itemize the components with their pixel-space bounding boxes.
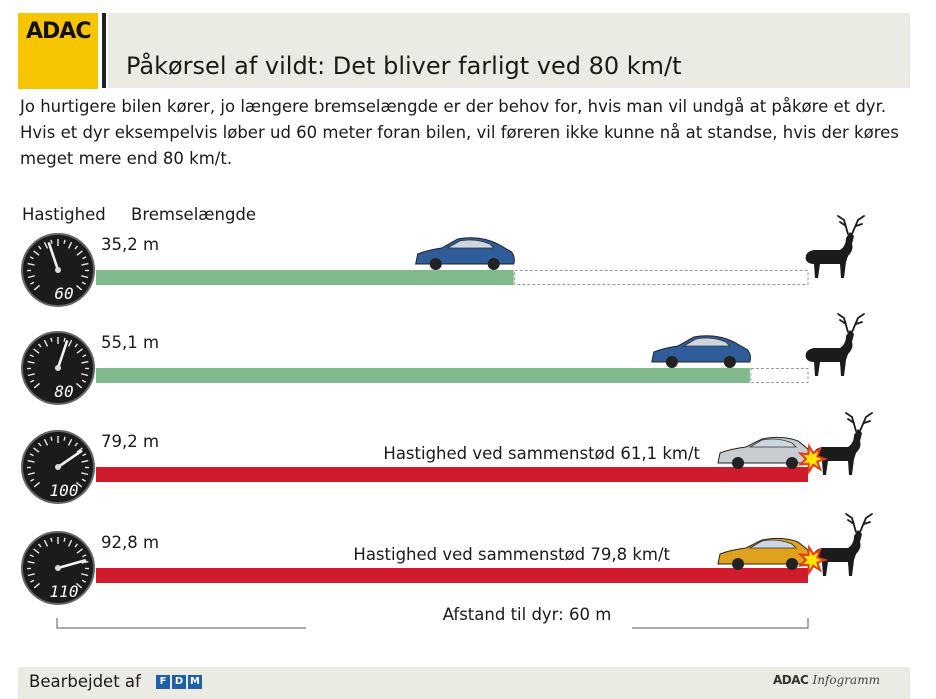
remaining-distance-outline bbox=[751, 369, 808, 383]
gauge-tick bbox=[64, 538, 65, 542]
fdm-logo-letter: M bbox=[188, 675, 202, 689]
car-icon bbox=[718, 437, 808, 469]
adac-infogramm-credit bbox=[773, 673, 880, 688]
gauge-tick bbox=[51, 338, 52, 342]
impact-speed-label: Hastighed ved sammenstød 79,8 km/t bbox=[353, 545, 670, 564]
speedometer-icon bbox=[22, 234, 94, 306]
deer-icon bbox=[814, 514, 872, 576]
fdm-logo-letter: F bbox=[156, 675, 170, 689]
distance-to-animal-label: Afstand til dyr: 60 m bbox=[442, 605, 612, 624]
column-header-speed: Hastighed bbox=[22, 205, 106, 224]
gauge-hub bbox=[55, 365, 61, 371]
gauge-tick bbox=[51, 437, 52, 441]
gauge-speed-label: 110 bbox=[49, 582, 79, 601]
fdm-logo bbox=[156, 675, 202, 689]
gauge-speed-label: 60 bbox=[54, 284, 74, 303]
speedometer-icon bbox=[22, 431, 94, 503]
chart-row bbox=[22, 413, 872, 503]
gauge-hub bbox=[55, 464, 61, 470]
speedometer-icon bbox=[22, 332, 94, 404]
braking-distance-bar bbox=[96, 368, 750, 383]
distance-bracket-left bbox=[57, 618, 306, 628]
braking-distance-label: 55,1 m bbox=[101, 333, 160, 352]
gauge-speed-label: 100 bbox=[49, 481, 79, 500]
deer-icon bbox=[806, 216, 864, 278]
remaining-distance-outline bbox=[515, 271, 808, 285]
impact-speed-label: Hastighed ved sammenstød 61,1 km/t bbox=[383, 444, 700, 463]
braking-distance-bar bbox=[96, 467, 808, 482]
braking-distance-label: 35,2 m bbox=[101, 235, 160, 254]
speedometer-icon bbox=[22, 532, 94, 604]
page-title: Påkørsel af vildt: Det bliver farligt ved 80 km/t bbox=[126, 52, 682, 80]
chart-row bbox=[22, 314, 864, 404]
credit-suffix: Infogramm bbox=[812, 673, 880, 687]
car-wheel bbox=[786, 457, 798, 469]
car-wheel bbox=[786, 558, 798, 570]
car-wheel bbox=[430, 258, 442, 270]
adac-logo-text: ADAC bbox=[26, 19, 91, 44]
car-icon bbox=[416, 238, 515, 270]
deer-antlers bbox=[838, 216, 864, 234]
deer-antlers bbox=[846, 514, 872, 532]
distance-bracket-right bbox=[632, 618, 808, 628]
car-wheel bbox=[724, 356, 736, 368]
gauge-speed-label: 80 bbox=[54, 382, 74, 401]
deer-icon bbox=[806, 314, 864, 376]
deer-body bbox=[806, 232, 854, 278]
car-wheel bbox=[732, 558, 744, 570]
braking-distance-label: 79,2 m bbox=[101, 432, 160, 451]
gauge-tick bbox=[64, 437, 65, 441]
braking-distance-bar bbox=[96, 568, 808, 583]
chart-row bbox=[22, 216, 864, 306]
intro-text: Jo hurtigere bilen kører, jo længere bremselængde er der behov for, hvis man vil undgå at påkøre et dyr. Hvis et dyr eksempelvis løber ud 60 meter foran bilen, vil føreren ikke kunne nå at standse, hvis der køres meget mere end 80 km/t. bbox=[20, 97, 899, 168]
car-icon bbox=[718, 538, 808, 570]
gauge-tick bbox=[64, 240, 65, 244]
deer-antlers bbox=[846, 413, 872, 431]
car-icon bbox=[652, 336, 751, 368]
car-wheel bbox=[732, 457, 744, 469]
credit-brand: ADAC bbox=[773, 673, 809, 687]
gauge-tick bbox=[64, 338, 65, 342]
column-header-braking: Bremselængde bbox=[131, 205, 257, 224]
footer-label: Bearbejdet af bbox=[29, 672, 141, 691]
car-wheel bbox=[666, 356, 678, 368]
gauge-hub bbox=[55, 267, 61, 273]
deer-body bbox=[806, 330, 854, 376]
deer-body bbox=[814, 530, 862, 576]
fdm-logo-letter: D bbox=[172, 675, 186, 689]
car-wheel bbox=[488, 258, 500, 270]
gauge-tick bbox=[51, 538, 52, 542]
gauge-tick bbox=[51, 240, 52, 244]
gauge-hub bbox=[55, 565, 61, 571]
braking-distance-label: 92,8 m bbox=[101, 533, 160, 552]
deer-antlers bbox=[838, 314, 864, 332]
deer-body bbox=[814, 429, 862, 475]
deer-icon bbox=[814, 413, 872, 475]
braking-distance-bar bbox=[96, 270, 514, 285]
chart-row bbox=[22, 514, 872, 604]
